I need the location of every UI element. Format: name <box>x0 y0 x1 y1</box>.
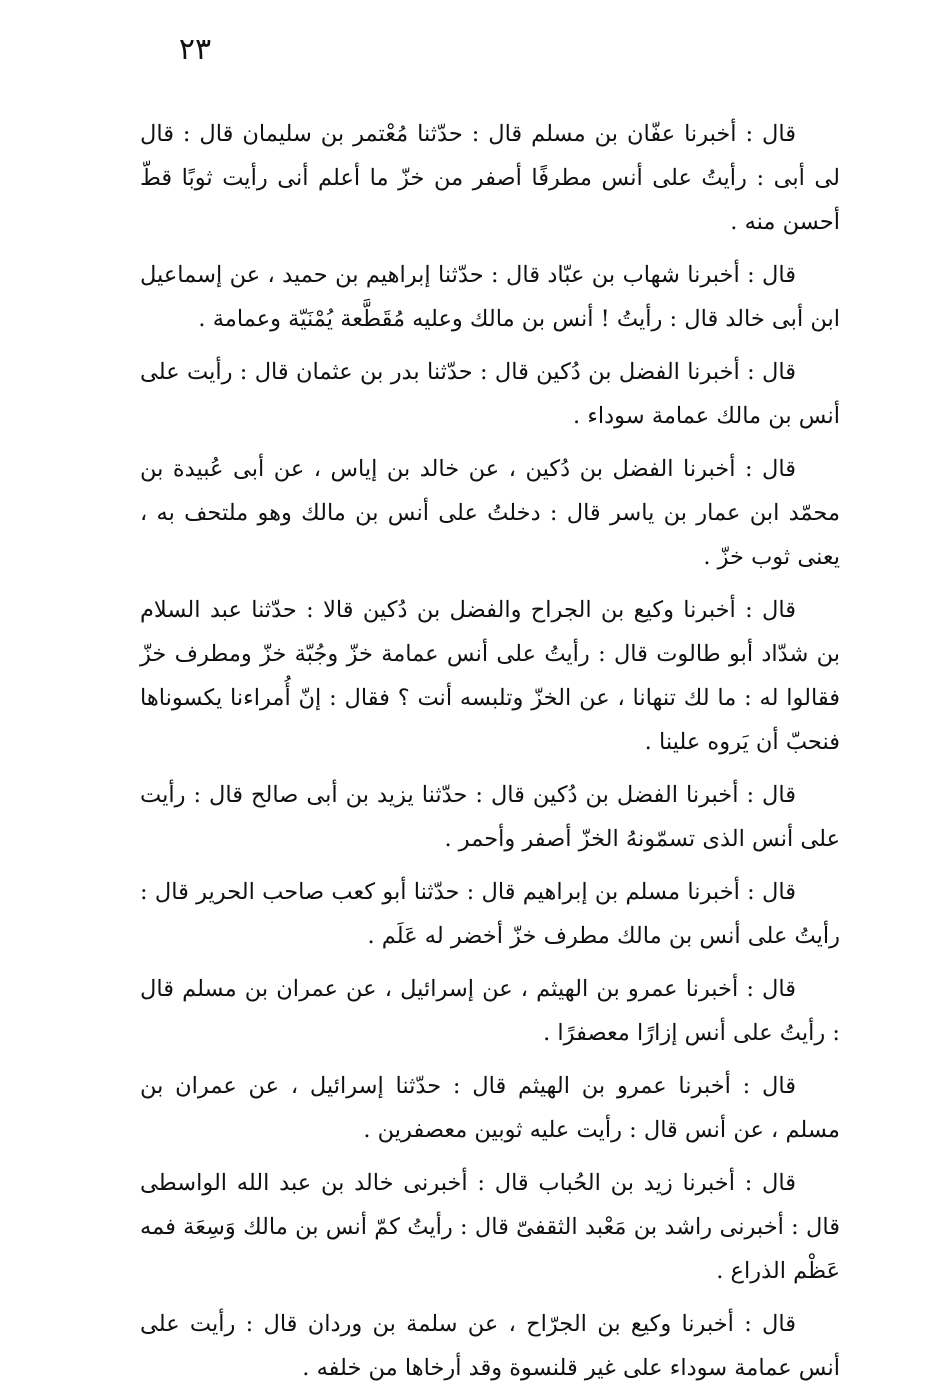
narration-paragraph: قال : أخبرنا الفضل بن دُكين ، عن خالد بن إياس ، عن أبى عُبيدة بن محمّد ابن عمار بن ياسر قال : دخلتُ على أنس بن مالك وهو ملتحف به ، يعنى ثوب خزّ . <box>140 456 840 570</box>
narration-paragraph: قال : أخبرنا الفضل بن دُكين قال : حدّثنا بدر بن عثمان قال : رأيت على أنس بن مالك عمامة سوداء . <box>140 359 840 429</box>
narration-paragraph: قال : أخبرنا زيد بن الحُباب قال : أخبرنى خالد بن عبد الله الواسطى قال : أخبرنى راشد بن مَعْبد الثقفىّ قال : رأيتُ كمّ أنس بن مالك وَسِعَة فمه عَظْم الذراع . <box>140 1170 840 1284</box>
narration-paragraph: قال : أخبرنا عمرو بن الهيثم ، عن إسرائيل ، عن عمران بن مسلم قال : رأيتُ على أنس إزارًا معصفرًا . <box>140 976 840 1046</box>
narration-paragraph: قال : أخبرنا الفضل بن دُكين قال : حدّثنا يزيد بن أبى صالح قال : رأيت على أنس الذى تسمّونهُ الخزّ أصفر وأحمر . <box>140 782 840 852</box>
body-text <box>140 112 840 1399</box>
narration-paragraph: قال : أخبرنا وكيع بن الجرّاح ، عن سلمة بن وردان قال : رأيت على أنس عمامة سوداء على غير قلنسوة وقد أرخاها من خلفه . <box>140 1311 840 1381</box>
page-number: ٢٣ <box>178 32 212 67</box>
narration-paragraph: قال : أخبرنا مسلم بن إبراهيم قال : حدّثنا أبو كعب صاحب الحرير قال : رأيتُ على أنس بن مالك مطرف خزّ أخضر له عَلَم . <box>140 879 840 949</box>
narration-paragraph: قال : أخبرنا شهاب بن عبّاد قال : حدّثنا إبراهيم بن حميد ، عن إسماعيل ابن أبى خالد قال : رأيتُ ! أنس بن مالك وعليه مُقَطَّعة يُمْنَيّة وعمامة . <box>140 262 840 332</box>
narration-paragraph: قال : أخبرنا عمرو بن الهيثم قال : حدّثنا إسرائيل ، عن عمران بن مسلم ، عن أنس قال : رأيت عليه ثوبين معصفرين . <box>140 1073 840 1143</box>
narration-paragraph: قال : أخبرنا وكيع بن الجراح والفضل بن دُكين قالا : حدّثنا عبد السلام بن شدّاد أبو طالوت قال : رأيتُ على أنس عمامة خزّ وجُبّة خزّ ومطرف خزّ فقالوا له : ما لك تنهانا ، عن الخزّ وتلبسه أنت ؟ فقال : إنّ أُمراءنا يكسوناها فنحبّ أن يَروه علينا . <box>140 597 840 755</box>
narration-paragraph: قال : أخبرنا عفّان بن مسلم قال : حدّثنا مُعْتمر بن سليمان قال : قال لى أبى : رأيتُ على أنس مطرفًا أصفر من خزّ ما أعلم أنى رأيت ثوبًا قطّ أحسن منه . <box>140 121 840 235</box>
